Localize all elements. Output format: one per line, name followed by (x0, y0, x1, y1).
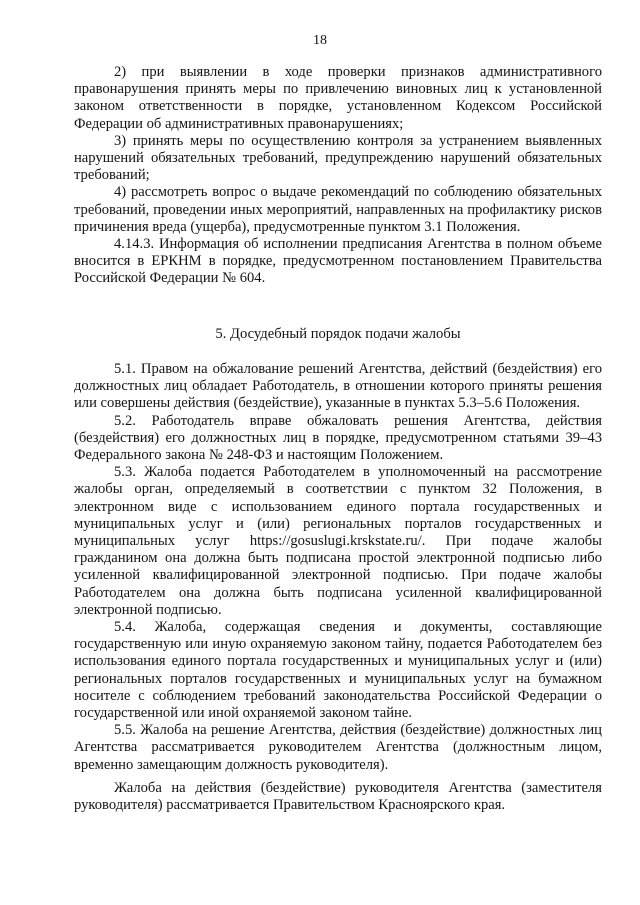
paragraph-5-5: 5.5. Жалоба на решение Агентства, действия (бездействие) должностных лиц Агентства рассматривается руководителем Агентства (должностным лицом, временно замещающим должность руководителя). (74, 722, 602, 773)
body-text-section-5 (74, 361, 602, 814)
section-heading: 5. Досудебный порядок подачи жалобы (215, 326, 461, 342)
section-heading-block (74, 326, 602, 343)
paragraph-5-1: 5.1. Правом на обжалование решений Агентства, действий (бездействия) его должностных лиц обладает Работодатель, в отношении которого приняты решения или совершены действия (бездействие), указанные в пунктах 5.3–5.6 Положения. (74, 361, 602, 412)
paragraph-5-4: 5.4. Жалоба, содержащая сведения и документы, составляющие государственную или иную охраняемую законом тайну, подается Работодателем без использования единого портала государственных и муниципальных услуг и (или) региональных порталов государственных и муниципальных услуг на бумажном носителе с соблюдением требований законодательства Российской Федерации о государственной или иной охраняемой законом тайне. (74, 619, 602, 722)
paragraph-5-5-continued: Жалоба на действия (бездействие) руководителя Агентства (заместителя руководителя) рассматривается Правительством Красноярского края. (74, 779, 602, 814)
body-text-top (74, 64, 602, 288)
page-number: 18 (313, 33, 327, 48)
paragraph-item-3: 3) принять меры по осуществлению контроля за устранением выявленных нарушений обязательных требований, предупреждению нарушений обязательных требований; (74, 132, 602, 184)
paragraph-5-2: 5.2. Работодатель вправе обжаловать решения Агентства, действия (бездействия) его должностных лиц в порядке, предусмотренном статьями 39–43 Федерального закона № 248-ФЗ и настоящим Положением. (74, 412, 602, 464)
paragraph-item-4: 4) рассмотреть вопрос о выдаче рекомендаций по соблюдению обязательных требований, проведении иных мероприятий, направленных на профилактику рисков причинения вреда (ущерба), предусмотренные пунктом 3.1 Положения. (74, 184, 602, 235)
paragraph-4-14-3: 4.14.3. Информация об исполнении предписания Агентства в полном объеме вносится в ЕРКНМ в порядке, предусмотренном постановлением Правительства Российской Федерации № 604. (74, 236, 602, 287)
paragraph-5-3: 5.3. Жалоба подается Работодателем в уполномоченный на рассмотрение жалобы орган, определяемый в соответствии с пунктом 32 Положения, в электронном виде с использованием единого портала государственных и муниципальных услуг и (или) региональных порталов государственных и муниципальных услуг https://gosuslugi.krskstate.ru/. При подаче жалобы гражданином она должна быть подписана простой электронной подписью либо усиленной квалифицированной электронной подписью. При подаче жалобы Работодателем она должна быть подписана усиленной квалифицированной электронной подписью. (74, 464, 602, 618)
paragraph-item-2: 2) при выявлении в ходе проверки признаков административного правонарушения принять меры по привлечению виновных лиц к установленной законом ответственности в порядке, установленном Кодексом Российской Федерации об административных правонарушениях; (74, 64, 602, 132)
